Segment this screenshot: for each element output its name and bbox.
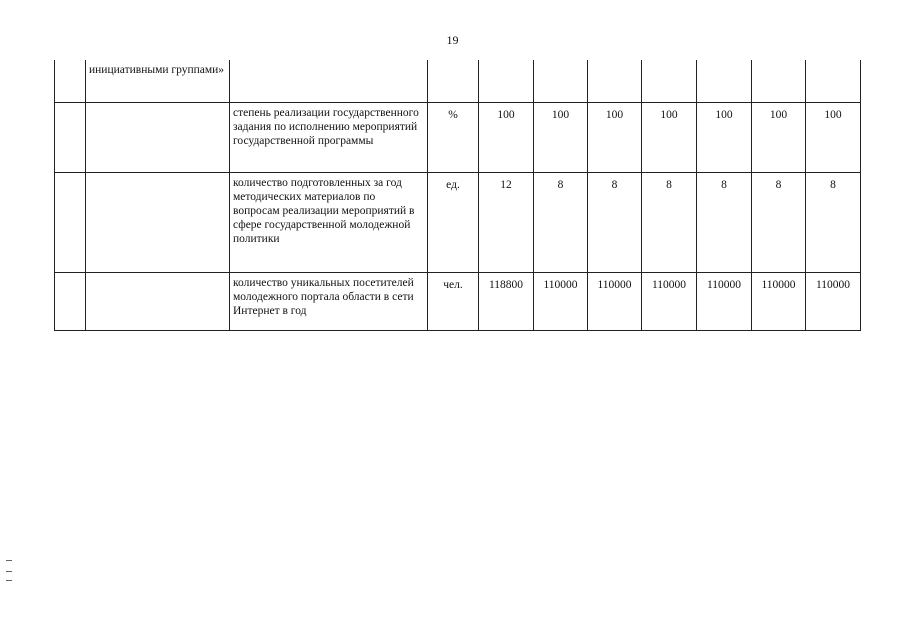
unit-cell [428,60,479,102]
name-cell: инициативными группами» [86,60,230,102]
indicator-cell: количество подготовленных за год методических материалов по вопросам реализации мероприятий в сфере государственной молодежной политики [230,172,428,272]
value-cell [697,60,752,102]
scan-margin-mark [6,560,12,561]
value-cell: 8 [697,172,752,272]
table-row [55,60,861,102]
table-row [55,172,861,272]
scan-margin-mark [6,571,12,572]
num-cell [55,172,86,272]
value-cell [806,60,861,102]
value-cell: 12 [479,172,534,272]
value-cell [588,60,642,102]
value-cell: 100 [697,102,752,172]
value-cell: 118800 [479,272,534,330]
value-cell: 100 [534,102,588,172]
unit-cell: ед. [428,172,479,272]
value-cell: 100 [479,102,534,172]
value-cell: 110000 [642,272,697,330]
value-cell [752,60,806,102]
indicators-table [54,60,861,331]
indicator-cell [230,60,428,102]
value-cell [534,60,588,102]
name-cell [86,102,230,172]
num-cell [55,272,86,330]
value-cell: 8 [588,172,642,272]
value-cell: 110000 [588,272,642,330]
page-number: 19 [446,33,459,47]
value-cell: 8 [806,172,861,272]
table-row [55,102,861,172]
value-cell: 8 [642,172,697,272]
value-cell: 8 [752,172,806,272]
indicator-cell: количество уникальных посетителей молодежного портала области в сети Интернет в год [230,272,428,330]
value-cell: 110000 [534,272,588,330]
value-cell: 110000 [806,272,861,330]
value-cell: 100 [642,102,697,172]
value-cell: 110000 [697,272,752,330]
value-cell: 100 [806,102,861,172]
name-cell [86,272,230,330]
value-cell: 100 [752,102,806,172]
unit-cell: % [428,102,479,172]
scan-margin-mark [6,580,12,581]
name-cell [86,172,230,272]
unit-cell: чел. [428,272,479,330]
num-cell [55,60,86,102]
value-cell: 110000 [752,272,806,330]
value-cell: 8 [534,172,588,272]
num-cell [55,102,86,172]
value-cell [642,60,697,102]
value-cell [479,60,534,102]
indicator-cell: степень реализации государственного задания по исполнению мероприятий государственной программы [230,102,428,172]
value-cell: 100 [588,102,642,172]
table-row [55,272,861,330]
